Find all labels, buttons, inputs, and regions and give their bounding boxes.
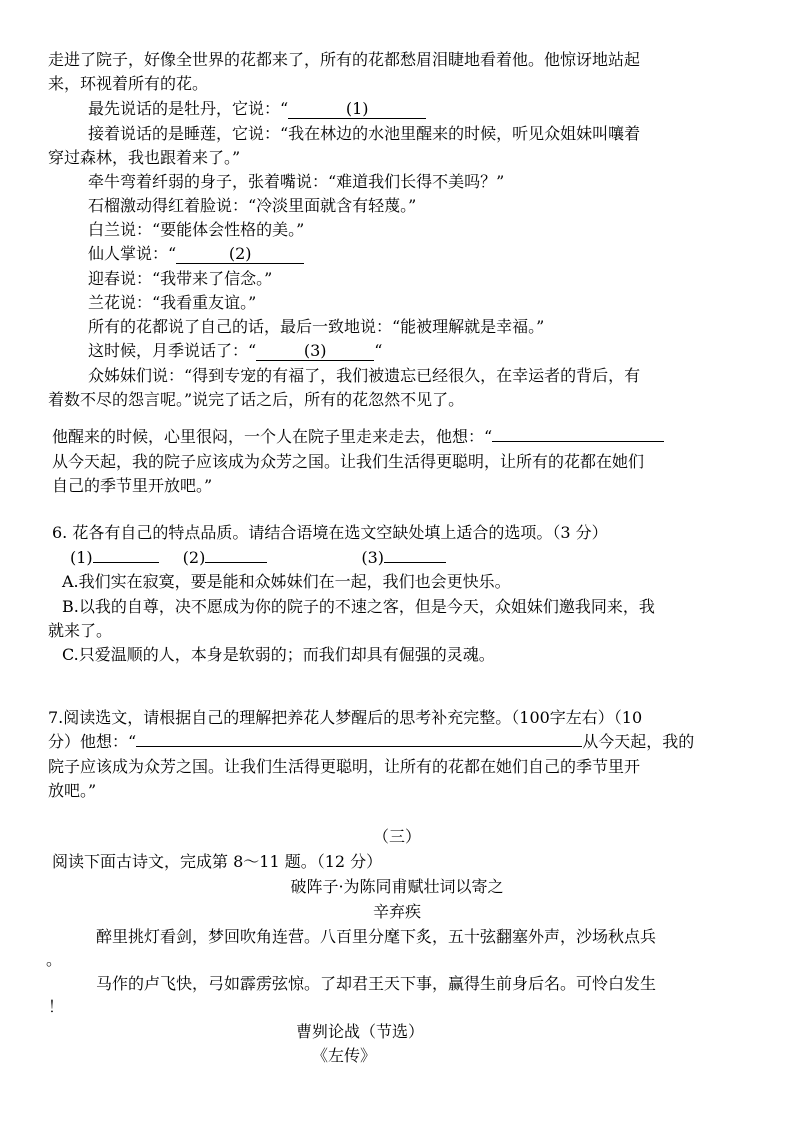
story-rose-line	[88, 340, 382, 362]
section-3-heading: （三）	[372, 827, 421, 846]
story-wake-line-1	[52, 426, 664, 448]
story-pomegranate: 石榴激动得红着脸说：“冷淡里面就含有轻蔑。”	[88, 196, 417, 215]
story-magnolia: 白兰说：“要能体会性格的美。”	[88, 220, 305, 239]
poem-author: 辛弃疾	[372, 902, 421, 921]
q7-prefix: 分）他想：“	[48, 732, 137, 751]
q7-line-2	[48, 731, 694, 753]
story-orchid: 兰花说：“我看重友谊。”	[88, 293, 257, 312]
q7-line-4: 放吧。”	[48, 781, 97, 800]
story-wake-line-3: 自己的季节里开放吧。”	[52, 476, 213, 495]
story-lotus-line-1: 接着说话的是睡莲，它说：“我在林边的水池里醒来的时候，听见众姐妹叫嚷着	[88, 124, 641, 143]
story-line-1: 走进了院子，好像全世界的花都来了，所有的花都愁眉泪睫地看着他。他惊讶地站起	[48, 50, 641, 69]
story-sisters-line-1: 众姊妹们说：“得到专宠的有福了，我们被遗忘已经很久，在幸运者的背后，有	[88, 366, 641, 385]
story-peony-line	[88, 98, 426, 120]
poem-line-1-end: 。	[46, 950, 63, 969]
peony-text: 最先说话的是牡丹，它说：“	[88, 99, 289, 118]
q6-answer-2[interactable]	[205, 562, 267, 563]
story-jasmine: 迎春说：“我带来了信念。”	[88, 269, 273, 288]
q6-stem: 6. 花各有自己的特点品质。请结合语境在选文空缺处填上适合的选项。（3 分）	[52, 523, 608, 542]
story-lotus-line-2: 穿过森林，我也跟着来了。”	[48, 148, 241, 167]
q6-option-a: A.我们实在寂寞，要是能和众姊妹们在一起，我们也会更快乐。	[62, 572, 511, 591]
answer-blank-3[interactable]: (3)	[256, 342, 374, 361]
answer-blank-2[interactable]: (2)	[176, 245, 304, 264]
cactus-text: 仙人掌说：“	[88, 244, 177, 263]
rose-text: 这时候，月季说话了：“	[88, 341, 257, 360]
q6-label-1: (1)	[70, 548, 93, 567]
q6-label-2: (2)	[182, 548, 206, 567]
q7-line-1: 7.阅读选文，请根据自己的理解把养花人梦醒后的思考补充完整。（100字左右）（10	[48, 708, 643, 727]
wake-text: 他醒来的时候，心里很闷，一个人在院子里走来走去，他想：“	[52, 427, 493, 446]
q6-option-b-line-2: 就来了。	[48, 621, 113, 640]
prose-title: 曹刿论战（节选）	[296, 1022, 425, 1041]
q6-answer-1[interactable]	[93, 562, 159, 563]
poem-line-2: 马作的卢飞快，弓如霹雳弦惊。了却君王天下事，赢得生前身后名。可怜白发生	[96, 974, 657, 993]
q6-label-3: (3)	[361, 548, 385, 567]
story-wake-line-2: 从今天起，我的院子应该成为众芳之国。让我们生活得更聪明，让所有的花都在她们	[52, 452, 645, 471]
story-morning-glory: 牵牛弯着纤弱的身子，张着嘴说：“难道我们长得不美吗？”	[88, 172, 505, 191]
poem-title: 破阵子·为陈同甫赋壮词以寄之	[290, 877, 504, 896]
poem-line-2-end: ！	[48, 997, 65, 1016]
q6-answer-3[interactable]	[384, 562, 446, 563]
story-sisters-line-2: 着数不尽的怨言呢。”说完了话之后，所有的花忽然不见了。	[48, 390, 465, 409]
q7-answer-blank[interactable]	[136, 746, 582, 747]
story-all-flowers: 所有的花都说了自己的话，最后一致地说：“能被理解就是幸福。”	[88, 317, 545, 336]
rose-quote: “	[374, 341, 383, 360]
prose-source: 《左传》	[312, 1046, 377, 1065]
answer-blank-1[interactable]: (1)	[288, 100, 426, 119]
poem-line-1: 醉里挑灯看剑，梦回吹角连营。八百里分麾下炙，五十弦翻塞外声，沙场秋点兵	[96, 927, 657, 946]
section-3-instruction: 阅读下面古诗文，完成第 8～11 题。（12 分）	[52, 852, 383, 871]
story-line-2: 来，环视着所有的花。	[48, 74, 209, 93]
q6-option-b-line-1: B.以我的自尊，决不愿成为你的院子的不速之客，但是今天，众姐妹们邀我同来，我	[62, 597, 655, 616]
q6-option-c: C.只爱温顺的人，本身是软弱的；而我们却具有倔强的灵魂。	[62, 645, 495, 664]
wake-answer-blank[interactable]	[492, 441, 664, 442]
story-cactus-line	[88, 243, 304, 265]
q6-answer-row	[70, 547, 446, 569]
q7-suffix: 从今天起，我的	[582, 732, 695, 751]
q7-line-3: 院子应该成为众芳之国。让我们生活得更聪明，让所有的花都在她们自己的季节里开	[48, 757, 641, 776]
